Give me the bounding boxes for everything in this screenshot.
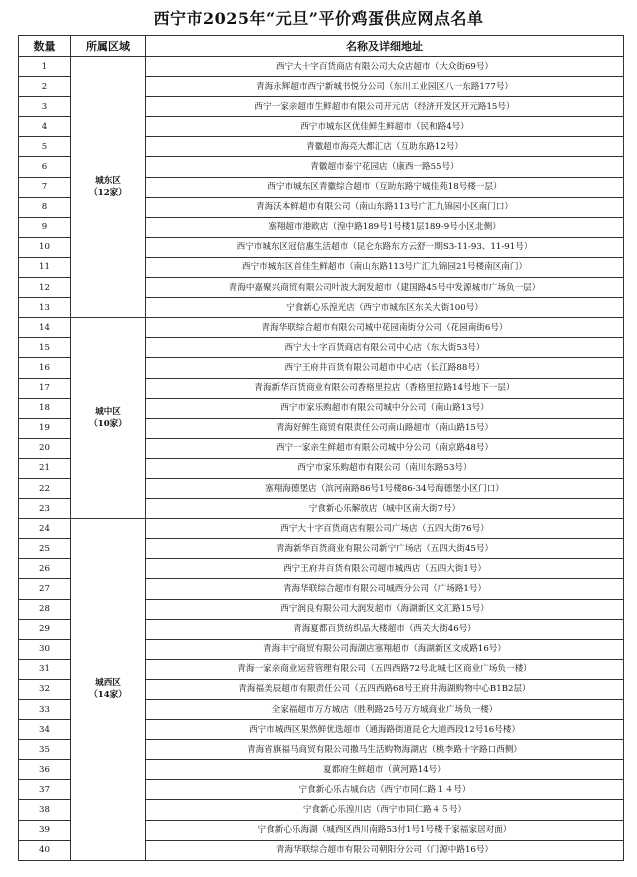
row-index: 8 (19, 197, 71, 217)
row-index: 12 (19, 278, 71, 298)
row-address: 西宁王府井百货有限公司超市城西店（五四大街1号） (146, 559, 624, 579)
row-index: 35 (19, 740, 71, 760)
row-index: 31 (19, 659, 71, 679)
table-row (19, 318, 624, 338)
row-address: 青海丰宁商贸有限公司海湖店塞翔超市（海湖新区文成路16号） (146, 639, 624, 659)
row-index: 7 (19, 177, 71, 197)
row-address: 西宁市城东区青徽综合超市（互助东路宁城佳苑18号楼一层） (146, 177, 624, 197)
row-address: 青海一家亲商业运营管理有限公司（五四西路72号北城七区商业广场负一楼） (146, 659, 624, 679)
row-address: 宁食新心乐海湖（城西区西川南路53付1号1号楼千家福家居对面） (146, 820, 624, 840)
table-body (19, 57, 624, 861)
row-address: 西宁市家乐购超市有限公司（南川东路53号） (146, 458, 624, 478)
row-address: 青海福美辰超市有限责任公司（五四西路68号王府井海湖购物中心B1B2层） (146, 679, 624, 699)
table-header-row (19, 36, 624, 57)
district-name: 城西区 (95, 678, 121, 689)
row-index: 4 (19, 117, 71, 137)
row-address: 西宁大十字百货商店有限公司中心店（东大街53号） (146, 338, 624, 358)
row-index: 22 (19, 478, 71, 498)
row-address: 青海新华百货商业有限公司香格里拉店（香格里拉路14号地下一层） (146, 378, 624, 398)
row-index: 24 (19, 519, 71, 539)
row-address: 青海好鲜生商贸有限责任公司南山路超市（南山路15号） (146, 418, 624, 438)
row-index: 37 (19, 780, 71, 800)
row-address: 宁食新心乐古城台店（西宁市同仁路１４号） (146, 780, 624, 800)
row-index: 34 (19, 720, 71, 740)
row-index: 14 (19, 318, 71, 338)
row-index: 9 (19, 217, 71, 237)
district-cell (71, 318, 146, 519)
row-index: 36 (19, 760, 71, 780)
row-address: 塞翔海德堡店（滨河南路86号1号楼86-34号海德堡小区门口） (146, 478, 624, 498)
row-address: 西宁市城东区首佳生鲜超市（南山东路113号广汇九锦园21号楼南区南门） (146, 257, 624, 277)
row-address: 全家福超市万方城店（胜利路25号万方城商业广场负一楼） (146, 700, 624, 720)
row-index: 25 (19, 539, 71, 559)
row-address: 青海新华百货商业有限公司新宁广场店（五四大街45号） (146, 539, 624, 559)
row-index: 21 (19, 458, 71, 478)
row-address: 西宁市家乐购超市有限公司城中分公司（南山路13号） (146, 398, 624, 418)
row-index: 1 (19, 57, 71, 77)
row-address: 西宁润良有限公司大润发超市（海湖新区文汇路15号） (146, 599, 624, 619)
row-index: 28 (19, 599, 71, 619)
row-address: 青徽超市海亮大都汇店（互助东路12号） (146, 137, 624, 157)
row-index: 30 (19, 639, 71, 659)
row-address: 青海中嘉聚兴商贸有限公司叶波大润发超市（建国路45号中发源城市广场负一层） (146, 278, 624, 298)
row-index: 11 (19, 257, 71, 277)
district-count: （14家） (89, 690, 127, 701)
row-index: 15 (19, 338, 71, 358)
row-index: 3 (19, 97, 71, 117)
row-address: 青海华联综合超市有限公司朝阳分公司（门源中路16号） (146, 840, 624, 860)
header-index: 数量 (19, 36, 71, 57)
outlet-table (18, 35, 624, 861)
row-address: 青海华联综合超市有限公司城西分公司（广场路1号） (146, 579, 624, 599)
row-address: 西宁市城西区果然鲜优选超市（通海路街道昆仑大道西段12号16号楼） (146, 720, 624, 740)
row-index: 29 (19, 619, 71, 639)
row-address: 青海省旗福马商贸有限公司撒马生活购物海湖店（桃李路十字路口西侧） (146, 740, 624, 760)
row-address: 青海沃本鲜超市有限公司（南山东路113号广汇九锦园小区南门口） (146, 197, 624, 217)
row-address: 西宁一家亲生鲜超市有限公司城中分公司（南京路48号） (146, 438, 624, 458)
row-index: 40 (19, 840, 71, 860)
row-index: 18 (19, 398, 71, 418)
row-address: 青海永辉超市西宁新城书悦分公司（东川工业园区八一东路177号） (146, 77, 624, 97)
district-cell (71, 519, 146, 861)
table-row (19, 519, 624, 539)
district-name: 城中区 (95, 407, 121, 418)
row-address: 青徽超市泰宁花园店（康西一路55号） (146, 157, 624, 177)
district-count: （10家） (89, 419, 127, 430)
row-address: 宁食新心乐湟川店（西宁市同仁路４５号） (146, 800, 624, 820)
header-district: 所属区域 (71, 36, 146, 57)
document-title: 西宁市2025年“元旦”平价鸡蛋供应网点名单 (153, 9, 484, 28)
header-address: 名称及详细地址 (146, 36, 624, 57)
row-address: 塞翔超市港欧店（湟中路189号1号楼1层189-9号小区北侧） (146, 217, 624, 237)
row-index: 23 (19, 499, 71, 519)
row-address: 西宁大十字百货商店有限公司广场店（五四大街76号） (146, 519, 624, 539)
row-index: 2 (19, 77, 71, 97)
row-index: 26 (19, 559, 71, 579)
row-index: 20 (19, 438, 71, 458)
row-address: 宁食新心乐湟光店（西宁市城东区东关大街100号） (146, 298, 624, 318)
row-index: 13 (19, 298, 71, 318)
row-index: 39 (19, 820, 71, 840)
row-index: 10 (19, 237, 71, 257)
row-index: 32 (19, 679, 71, 699)
row-index: 33 (19, 700, 71, 720)
row-address: 西宁大十字百货商店有限公司大众店超市（大众街69号） (146, 57, 624, 77)
row-address: 青海夏都百货纺织品大楼超市（西关大街46号） (146, 619, 624, 639)
row-address: 西宁市城东区优佳鲜生鲜超市（民和路4号） (146, 117, 624, 137)
row-address: 夏都府生鲜超市（黄河路14号） (146, 760, 624, 780)
district-name: 城东区 (95, 176, 121, 187)
row-index: 27 (19, 579, 71, 599)
row-address: 西宁市城东区冠信惠生活超市（昆仑东路东方云舒一期S3-11-93、11-91号） (146, 237, 624, 257)
row-index: 6 (19, 157, 71, 177)
row-index: 16 (19, 358, 71, 378)
row-address: 宁食新心乐解放店（城中区南大街7号） (146, 499, 624, 519)
table-row (19, 57, 624, 77)
row-index: 17 (19, 378, 71, 398)
row-address: 西宁王府井百货有限公司超市中心店（长江路88号） (146, 358, 624, 378)
row-address: 西宁一家亲超市生鲜超市有限公司开元店（经济开发区开元路15号） (146, 97, 624, 117)
district-count: （12家） (89, 188, 127, 199)
district-cell (71, 57, 146, 318)
row-index: 19 (19, 418, 71, 438)
row-address: 青海华联综合超市有限公司城中花园南街分公司（花园南街6号） (146, 318, 624, 338)
row-index: 5 (19, 137, 71, 157)
row-index: 38 (19, 800, 71, 820)
